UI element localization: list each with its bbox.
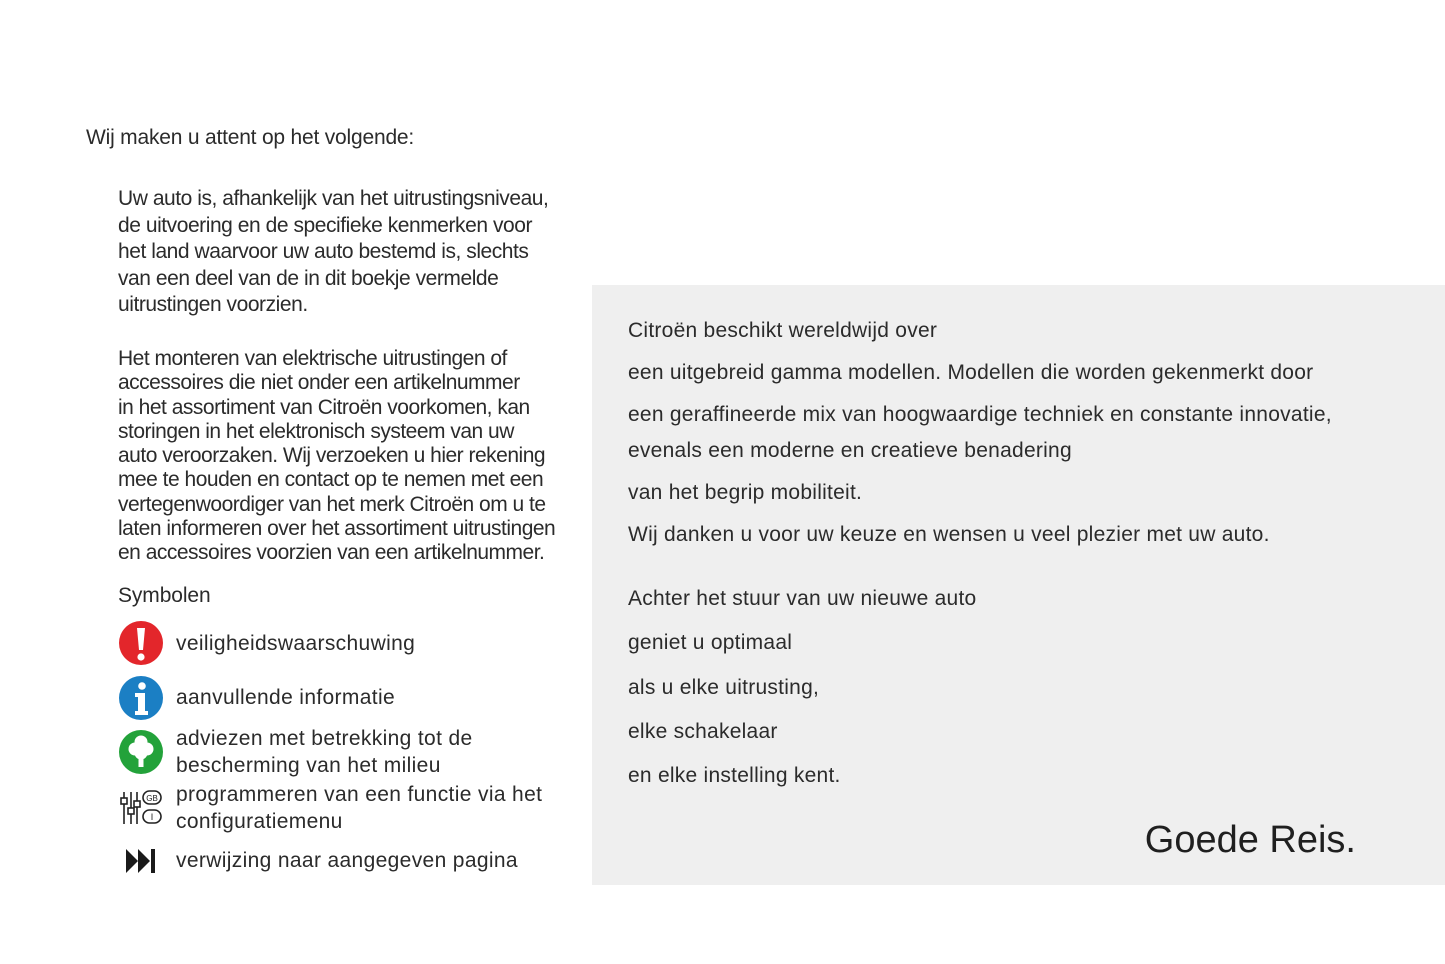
paragraph-line: van een deel van de in dit boekje vermelde [118, 266, 499, 290]
symbol-label-line: programmeren van een functie via het [176, 783, 543, 806]
paragraph-line: mee te houden en contact op te nemen met een [118, 468, 544, 492]
panel-line: Achter het stuur van uw nieuwe auto [628, 587, 977, 610]
panel-line: van het begrip mobiliteit. [628, 481, 863, 504]
symbol-label-info: aanvullende informatie [176, 686, 396, 709]
warning-icon [118, 620, 164, 666]
paragraph-line: Uw auto is, afhankelijk van het uitrustingsniveau, [118, 187, 549, 210]
paragraph-line: Het monteren van elektrische uitrustingen of [118, 347, 507, 370]
panel-line: Citroën beschikt wereldwijd over [628, 319, 938, 342]
paragraph-line: laten informeren over het assortiment uitrustingen [118, 517, 556, 541]
paragraph-line: in het assortiment van Citroën voorkomen, kan [118, 395, 530, 419]
fast-forward-icon [124, 846, 158, 876]
equipment-paragraph [118, 186, 578, 319]
panel-line: geniet u optimaal [628, 631, 793, 654]
paragraph-line: en accessoires voorzien van een artikelnummer. [118, 541, 545, 565]
settings-menu-icon [118, 786, 164, 830]
panel-line: Wij danken u voor uw keuze en wensen u veel plezier met uw auto. [628, 523, 1270, 546]
symbol-label-line: configuratiemenu [176, 809, 343, 833]
paragraph-line: het land waarvoor uw auto bestemd is, slechts [118, 240, 529, 263]
accessories-paragraph [118, 347, 578, 566]
paragraph-line: auto veroorzaken. Wij verzoeken u hier rekening [118, 444, 546, 468]
panel-line: en elke instelling kent. [628, 764, 841, 787]
closing-greeting: Goede Reis. [1144, 819, 1356, 861]
symbol-label-warning: veiligheidswaarschuwing [176, 632, 416, 655]
tree-icon [118, 729, 164, 775]
paragraph-line: uitrustingen voorzien. [118, 293, 308, 316]
paragraph-line: de uitvoering en de specifieke kenmerken voor [118, 213, 533, 237]
settings-menu-icon-gb: GB [146, 794, 158, 803]
paragraph-line: storingen in het elektronisch systeem van uw [118, 419, 514, 443]
panel-line: als u elke uitrusting, [628, 676, 820, 699]
info-icon [118, 675, 164, 721]
symbol-label-line: bescherming van het milieu [176, 753, 441, 777]
panel-line: evenals een moderne en creatieve benadering [628, 439, 1072, 462]
symbol-label-configuration [176, 782, 542, 835]
panel-line: elke schakelaar [628, 720, 778, 743]
welcome-panel [592, 285, 1445, 885]
paragraph-line: vertegenwoordiger van het merk Citroën om u te [118, 492, 546, 516]
symbol-label-environment [176, 726, 473, 779]
paragraph-line: accessoires die niet onder een artikelnummer [118, 371, 520, 395]
symbol-label-page-reference: verwijzing naar aangegeven pagina [176, 849, 518, 872]
intro-heading: Wij maken u attent op het volgende: [86, 126, 415, 149]
panel-line: een geraffineerde mix van hoogwaardige techniek en constante innovatie, [628, 403, 1332, 426]
symbol-label-line: adviezen met betrekking tot de [176, 727, 473, 750]
settings-menu-icon-i: I [150, 812, 154, 822]
symbols-heading: Symbolen [118, 584, 211, 607]
panel-line: een uitgebreid gamma modellen. Modellen die worden gekenmerkt door [628, 361, 1314, 384]
